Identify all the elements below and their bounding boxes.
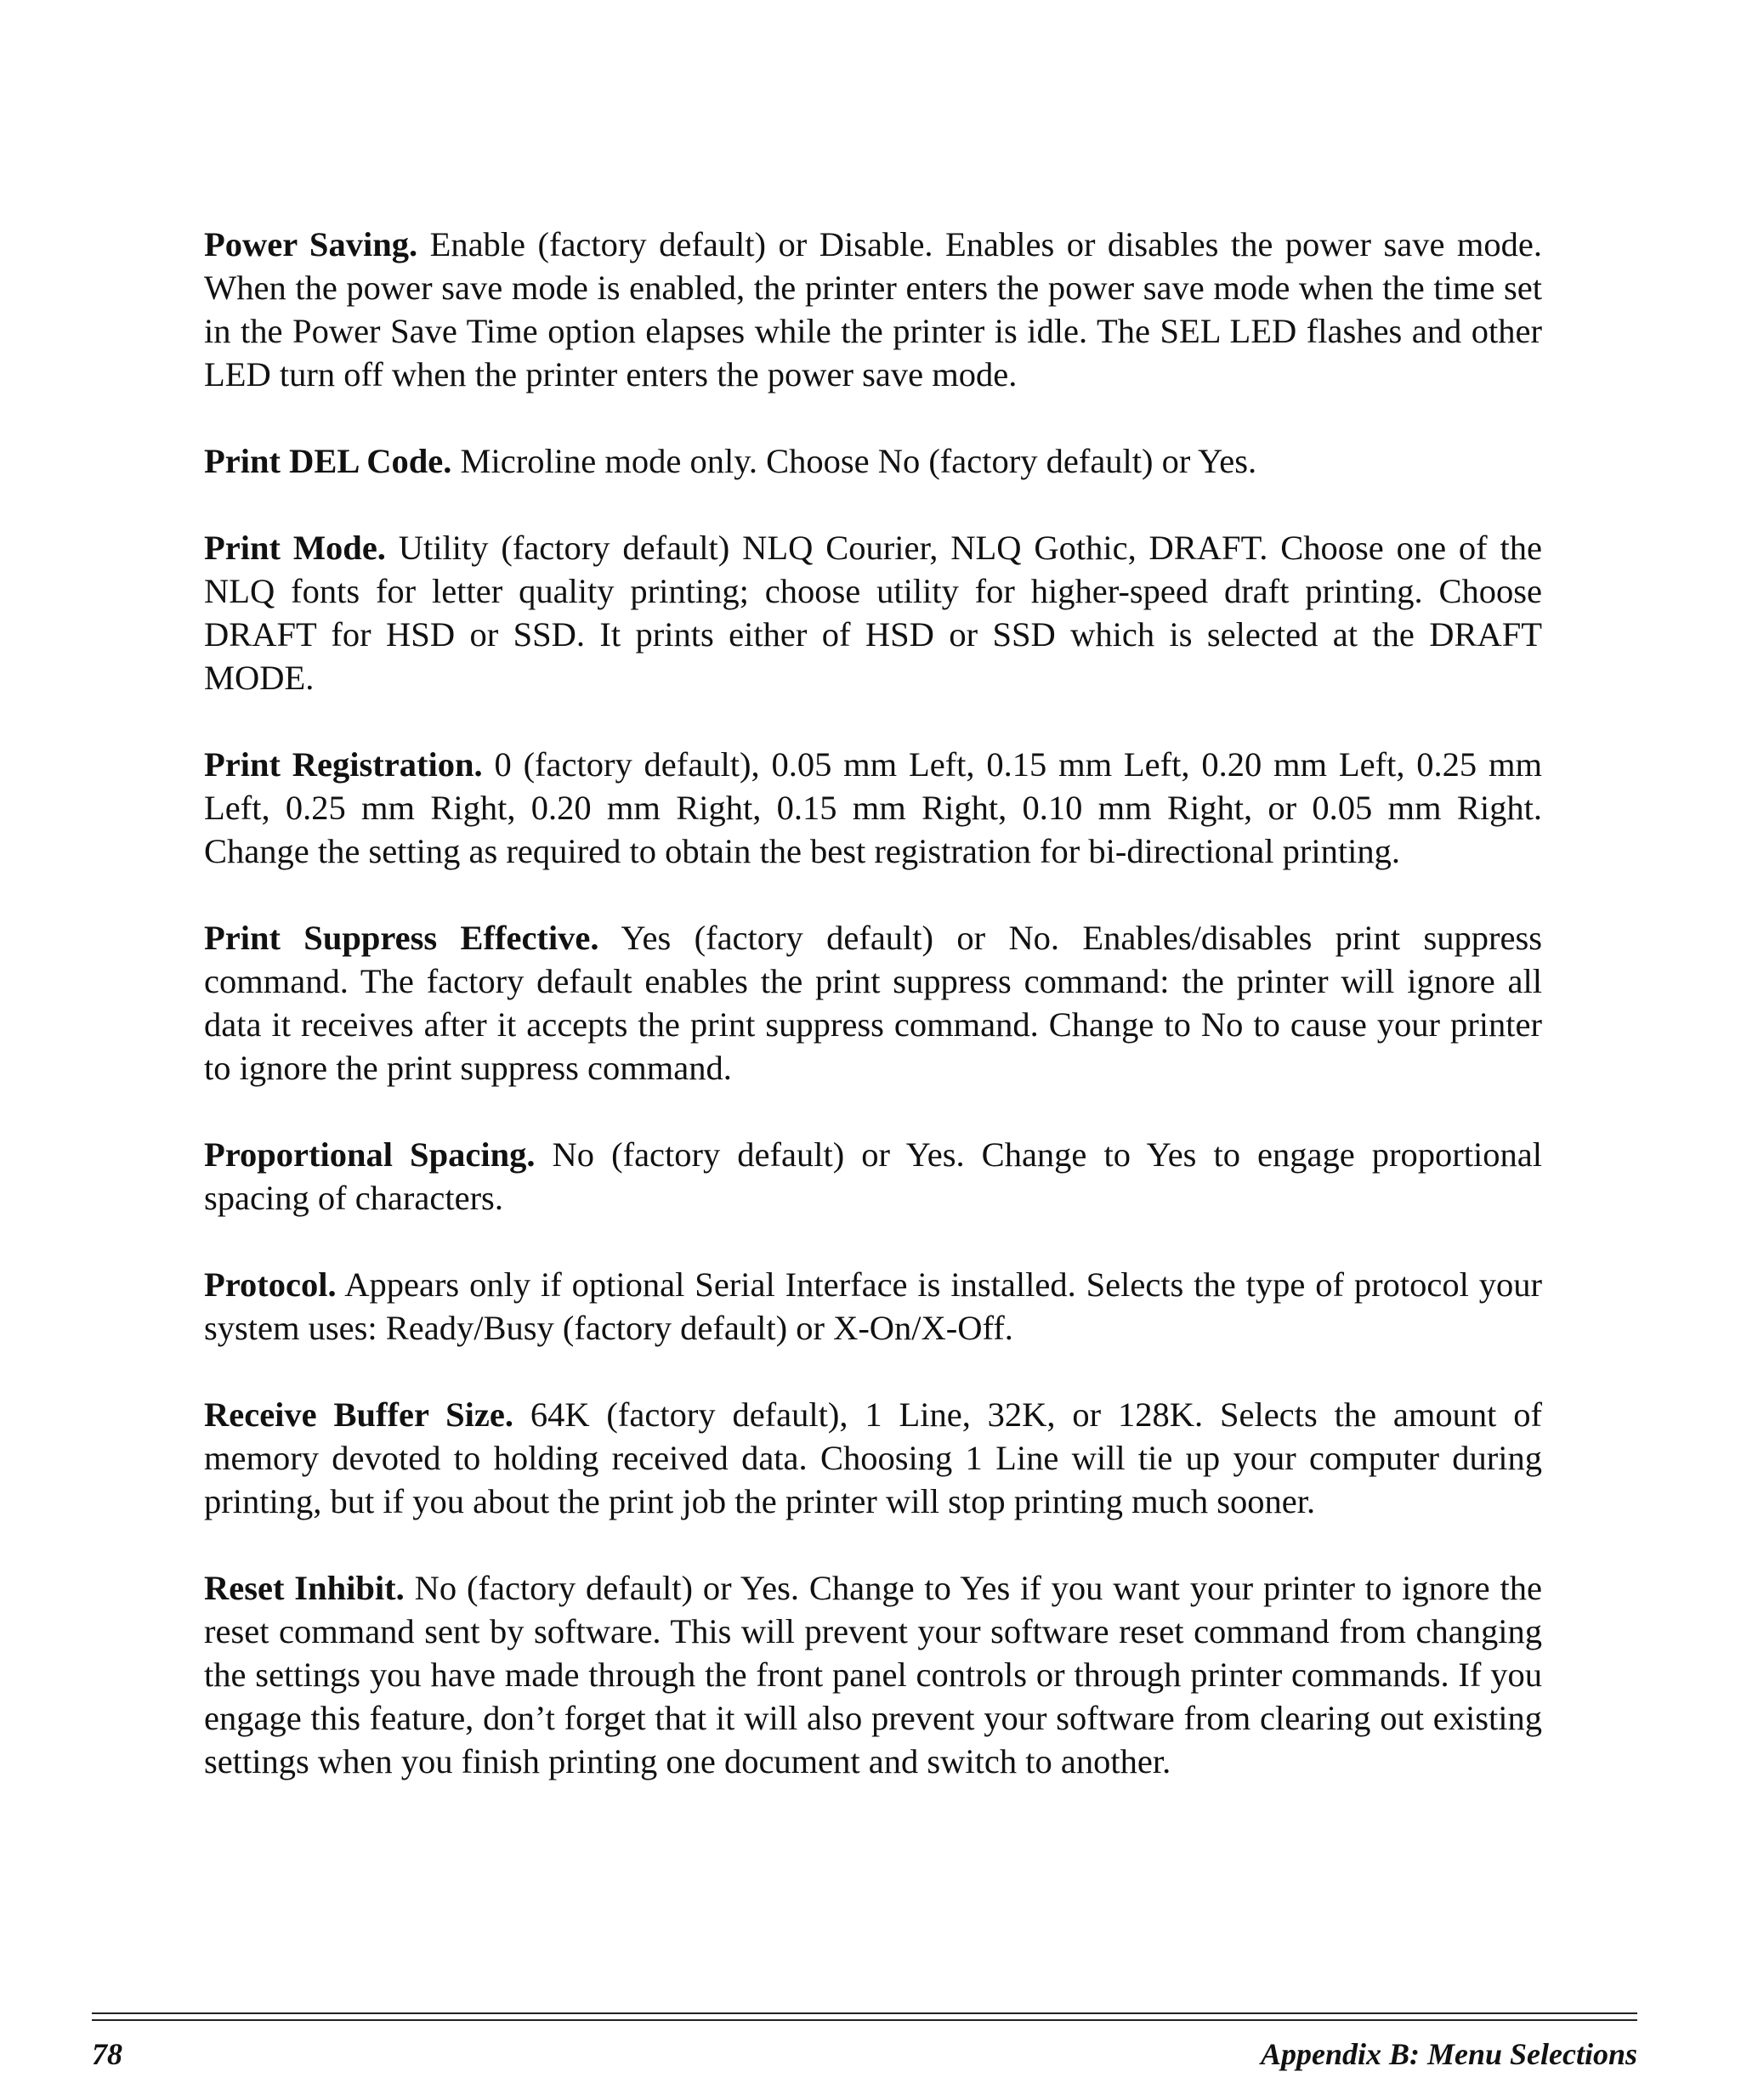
footer-row <box>92 2036 1637 2072</box>
entry-term: Receive Buffer Size. <box>204 1395 513 1434</box>
entry-text: Yes (factory default) or No. Enables/disables print suppress command. The factory default enables the print suppress command: the printer will ignore all data it receives after it accepts the print suppress command. Change to No to cause your printer to ignore the print suppress command. <box>204 919 1542 1087</box>
entry-proportional-spacing <box>204 1133 1542 1220</box>
entry-power-saving <box>204 223 1542 396</box>
entry-reset-inhibit <box>204 1566 1542 1783</box>
section-title: Appendix B: Menu Selections <box>1260 2037 1637 2071</box>
entry-term: Print DEL Code. <box>204 442 452 480</box>
entry-receive-buffer-size <box>204 1393 1542 1523</box>
entry-text: Microline mode only. Choose No (factory default) or Yes. <box>451 442 1257 480</box>
entry-term: Reset Inhibit. <box>204 1569 405 1607</box>
entry-term: Print Mode. <box>204 529 386 567</box>
entry-term: Print Registration. <box>204 745 483 784</box>
entry-term: Power Saving. <box>204 225 418 263</box>
entry-text: Appears only if optional Serial Interface is installed. Selects the type of protocol your system uses: Ready/Busy (factory default) or X-On/X-Off. <box>204 1265 1542 1347</box>
entry-term: Proportional Spacing. <box>204 1135 536 1174</box>
entry-text: No (factory default) or Yes. Change to Yes to engage proportional spacing of characters. <box>204 1135 1542 1217</box>
entry-text: 0 (factory default), 0.05 mm Left, 0.15 mm Left, 0.20 mm Left, 0.25 mm Left, 0.25 mm Right, 0.20 mm Right, 0.15 mm Right, 0.10 mm Right, or 0.05 mm Right. Change the setting as required to obtain the best registration for bi-directional printing. <box>204 745 1542 870</box>
entry-print-registration <box>204 743 1542 873</box>
entry-print-mode <box>204 526 1542 699</box>
page-number: 78 <box>92 2037 122 2071</box>
entry-text: Utility (factory default) NLQ Courier, NLQ Gothic, DRAFT. Choose one of the NLQ fonts for letter quality printing; choose utility for higher-speed draft printing. Choose DRAFT for HSD or SSD. It prints either of HSD or SSD which is selected at the DRAFT MODE. <box>204 529 1542 697</box>
entry-print-del-code <box>204 439 1542 483</box>
footer-rule-top <box>92 2012 1637 2014</box>
footer-rule-bottom <box>92 2019 1637 2021</box>
entry-text: Enable (factory default) or Disable. Enables or disables the power save mode. When the power save mode is enabled, the printer enters the power save mode when the time set in the Power Save Time option elapses while the printer is idle. The SEL LED flashes and other LED turn off when the printer enters the power save mode. <box>204 225 1542 393</box>
entry-print-suppress-effective <box>204 916 1542 1090</box>
page-footer <box>92 2012 1637 2072</box>
entry-text: 64K (factory default), 1 Line, 32K, or 128K. Selects the amount of memory devoted to holding received data. Choosing 1 Line will tie up your computer during printing, but if you about the print job the printer will stop printing much sooner. <box>204 1395 1542 1520</box>
document-body <box>204 223 1542 1826</box>
entry-term: Protocol. <box>204 1265 337 1304</box>
entry-protocol <box>204 1263 1542 1350</box>
entry-text: No (factory default) or Yes. Change to Yes if you want your printer to ignore the reset command sent by software. This will prevent your software reset command from changing the settings you have made through the front panel controls or through printer commands. If you engage this feature, don’t forget that it will also prevent your software from clearing out existing settings when you finish printing one document and switch to another. <box>204 1569 1542 1780</box>
entry-term: Print Suppress Effective. <box>204 919 599 957</box>
